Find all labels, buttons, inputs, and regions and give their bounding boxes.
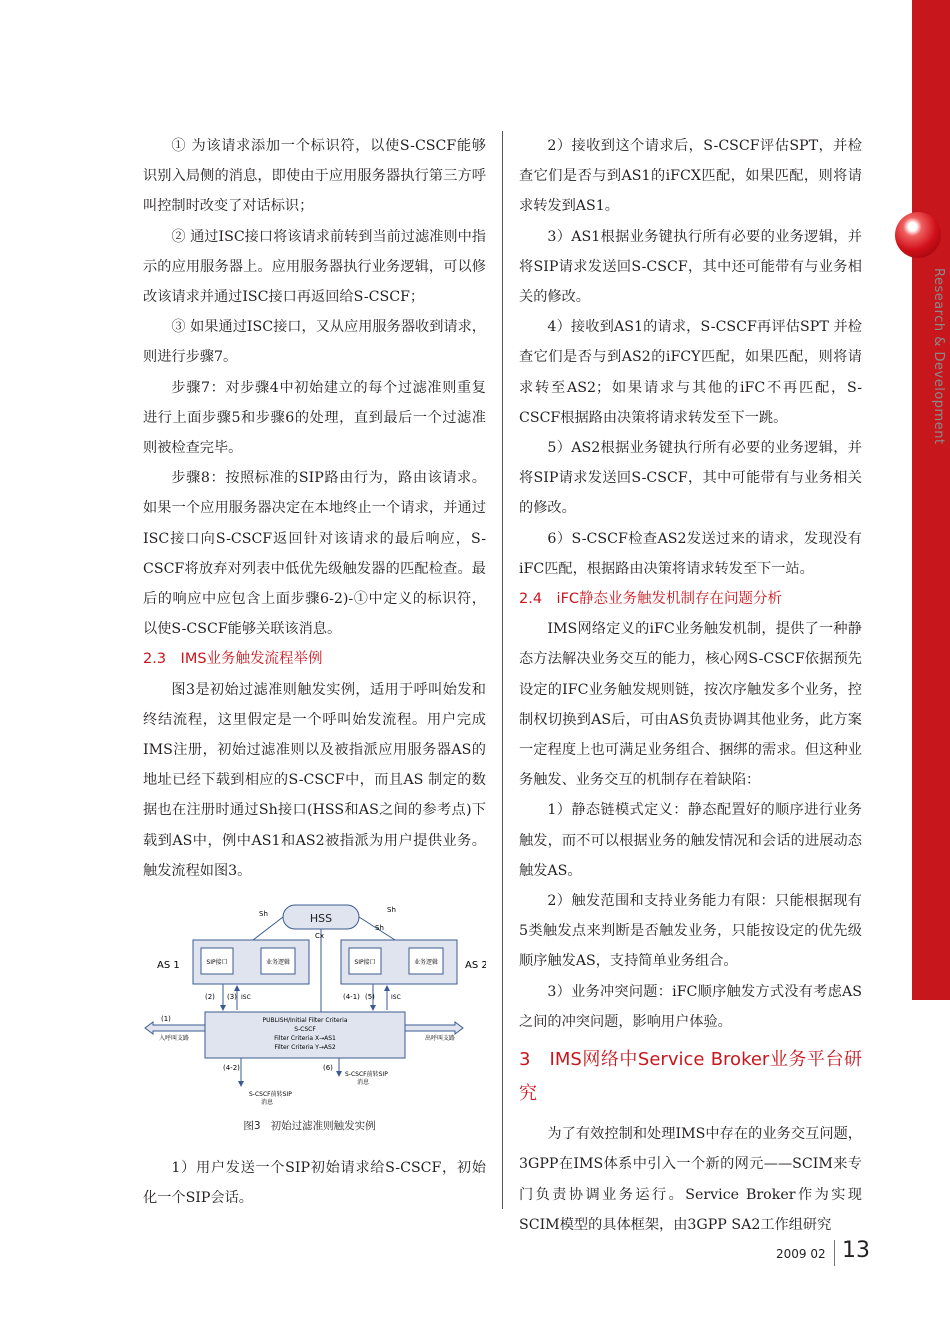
sh-label-3: Sh (375, 924, 384, 932)
paragraph: ② 通过ISC接口将该请求前转到当前过滤准则中指示的应用服务器上。应用服务器执行业务逻辑，可以修改该请求并通过ISC接口再返回给S-CSCF； (143, 228, 486, 306)
paragraph: 步骤8：按照标准的SIP路由行为，路由该请求。如果一个应用服务器决定在本地终止一个请求，并通过ISC接口向S-CSCF返回针对该请求的最后响应，S-CSCF将放弃对列表中低优先级触发器的匹配检查。最后的响应中应包含上面步骤6-2)-①中定义的标识符，以使S-CSCF能够关联该消息。 (143, 470, 486, 638)
ifc-trigger-diagram (143, 900, 486, 1115)
incoming-arrow (145, 1022, 205, 1034)
isc-label-2: ISC (391, 994, 401, 1001)
step41-label: (4-1) (343, 993, 360, 1001)
step6-label: (6) (323, 1064, 333, 1072)
page-edge-red-bar (912, 0, 950, 1000)
page-number: 13 (842, 1238, 870, 1263)
paragraph: 4）接收到AS1的请求，S-CSCF再评估SPT 并检查它们是否与到AS2的iFCY匹配，如果匹配，则将请求转至AS2；如果请求与其他的iFC不再匹配，S-CSCF根据路由决策将请求转发至下一跳。 (519, 319, 862, 426)
sh-line-as1 (253, 917, 283, 940)
fwd-msg-b2: 消息 (357, 1079, 370, 1086)
scscf-line4: Filter Criteria Y→AS2 (274, 1044, 336, 1051)
figure-caption (143, 1118, 486, 1133)
cx-label: Cx (315, 932, 325, 940)
heading-2-3: 2.3 IMS业务触发流程举例 (143, 651, 323, 668)
isc-label-1: ISC (241, 994, 251, 1001)
paragraph: 6）S-CSCF检查AS2发送过来的请求，发现没有iFC匹配，根据路由决策将请求转发至下一站。 (519, 530, 862, 577)
as2-sip-label: SIP接口 (354, 959, 376, 966)
left-top-paragraphs (143, 131, 486, 644)
step2-label: (2) (205, 993, 215, 1001)
hss-label: HSS (309, 912, 333, 925)
left-bottom-paragraphs (143, 1153, 486, 1213)
paragraph: 3）AS1根据业务键执行所有必要的业务逻辑，并将SIP请求发送回S-CSCF，其中还可能带有与业务相关的修改。 (519, 228, 862, 306)
heading-2-4: 2.4 iFC静态业务触发机制存在问题分析 (519, 591, 783, 608)
as1-label: AS 1 (157, 960, 180, 971)
scscf-line3: Filter Criteria X→AS1 (274, 1035, 336, 1042)
as2-label: AS 2 (465, 960, 486, 971)
paragraph: 3）业务冲突问题：iFC顺序触发方式没有考虑AS之间的冲突问题，影响用户体验。 (519, 983, 862, 1030)
as2-logic-label: 业务逻辑 (413, 959, 439, 966)
figure-caption-text: 初始过滤准则触发实例 (270, 1120, 376, 1132)
scscf-line1: PUBLISH/Initial Filter Criteria (262, 1017, 348, 1024)
column-divider (502, 131, 503, 1209)
as1-logic-label: 业务逻辑 (265, 959, 291, 966)
step5-label: (5) (365, 993, 375, 1001)
paragraph: 1）用户发送一个SIP初始请求给S-CSCF，初始化一个SIP会话。 (143, 1160, 486, 1207)
paragraph: 步骤7：对步骤4中初始建立的每个过滤准则重复进行上面步骤5和步骤6的处理，直到最后一个过滤准则被检查完毕。 (143, 379, 486, 457)
right-bottom-paragraphs (519, 1119, 862, 1240)
figure-caption-number: 图3 (243, 1120, 261, 1132)
paragraph: ③ 如果通过ISC接口，又从应用服务器收到请求，则进行步骤7。 (143, 319, 486, 366)
incoming-label: 入呼叫支路 (159, 1035, 190, 1042)
right-column (519, 131, 862, 1240)
right-top-paragraphs (519, 131, 862, 584)
paragraph: IMS网络定义的iFC业务触发机制，提供了一种静态方法解决业务交互的能力，核心网S-CSCF依据预先设定的IFC业务触发规则链，按次序触发多个业务，控制权切换到AS后，可由AS负责协调其他业务，此方案一定程度上也可满足业务组合、捆绑的需求。但这种业务触发、业务交互的机制存在着缺陷： (519, 621, 862, 789)
paragraph: 1）静态链模式定义：静态配置好的顺序进行业务触发，而不可以根据业务的触发情况和会话的进展动态触发AS。 (519, 802, 862, 879)
figure-3-diagram (143, 900, 486, 1150)
footer-separator (834, 1240, 835, 1266)
sh-label-2: Sh (387, 906, 396, 914)
fwd-msg-a1: S-CSCF前转SIP (249, 1091, 292, 1098)
paragraph: 为了有效控制和处理IMS中存在的业务交互问题，3GPP在IMS体系中引入一个新的网元——SCIM来专门负责协调业务运行。Service Broker作为实现SCIM模型的具体框架，由3GPP SA2工作组研究 (519, 1126, 862, 1233)
as1-sip-label: SIP接口 (206, 959, 228, 966)
paragraph: ① 为该请求添加一个标识符，以使S-CSCF能够识别入局侧的消息，即使由于应用服务器执行第三方呼叫控制时改变了对话标识； (143, 138, 486, 215)
step42-label: (4-2) (223, 1064, 240, 1072)
section-side-label: Research & Development (931, 268, 946, 445)
step1-label: (1) (161, 1015, 171, 1023)
paragraph: 图3是初始过滤准则触发实例，适用于呼叫始发和终结流程，这里假定是一个呼叫始发流程。用户完成IMS注册，初始过滤准则以及被指派应用服务器AS的地址已经下载到相应的S-CSCF中，而且AS 制定的数据也在注册时通过Sh接口(HSS和AS之间的参考点)下载到AS中，例中AS1和AS2被指派为用户提供业务。触发流程如图3。 (143, 681, 486, 879)
heading-3: 3 IMS网络中Service Broker业务平台研究 (519, 1049, 862, 1105)
left-mid-paragraphs (143, 675, 486, 886)
red-sphere-decoration (895, 212, 941, 258)
fwd-msg-b1: S-CSCF前转SIP (345, 1071, 388, 1078)
right-mid-paragraphs (519, 614, 862, 1037)
paragraph: 2）触发范围和支持业务能力有限：只能根据现有5类触发点来判断是否触发业务，只能按设定的优先级顺序触发AS，支持简单业务组合。 (519, 893, 862, 970)
issue-date: 2009 02 (776, 1247, 826, 1261)
scscf-line2: S-CSCF (294, 1026, 316, 1033)
paragraph: 2）接收到这个请求后，S-CSCF评估SPT，并检查它们是否与到AS1的iFCX匹配，如果匹配，则将请求转发到AS1。 (519, 138, 862, 215)
outgoing-arrow (405, 1022, 463, 1034)
paragraph: 5）AS2根据业务键执行所有必要的业务逻辑，并将SIP请求发送回S-CSCF，其中可能带有与业务相关的修改。 (519, 440, 862, 517)
outgoing-label: 出呼叫支路 (425, 1035, 456, 1042)
fwd-msg-a2: 消息 (261, 1099, 274, 1106)
step3-label: (3) (227, 993, 237, 1001)
left-column (143, 131, 486, 886)
sh-label-1: Sh (259, 910, 268, 918)
